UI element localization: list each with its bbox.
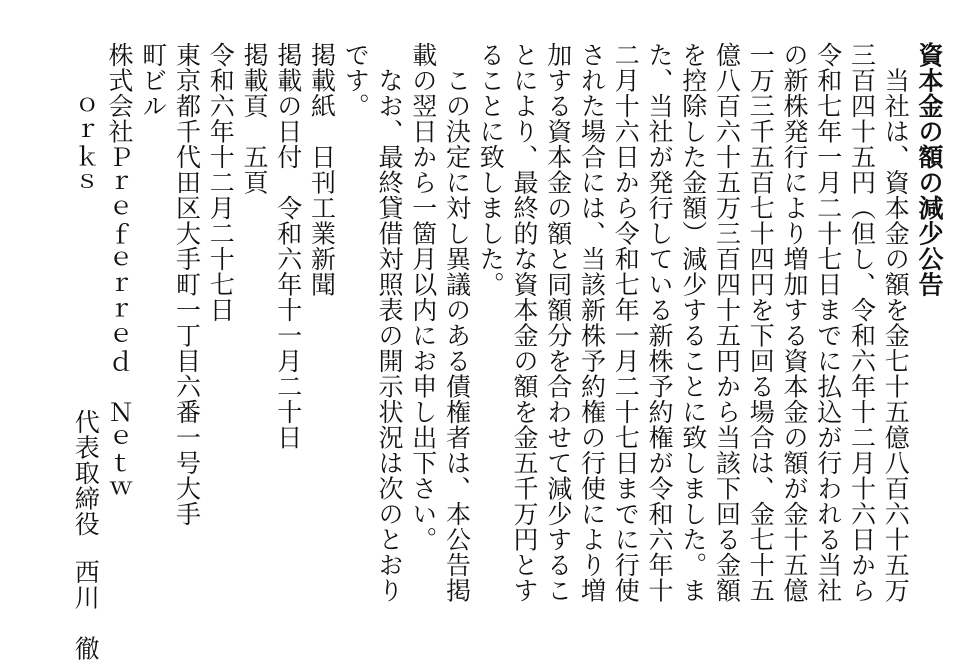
- address-line: 町ビル: [136, 42, 170, 582]
- body-line: された場合には、当該新株予約権の行使により増: [575, 42, 609, 582]
- body-line: ることに致しました。: [474, 42, 508, 582]
- body-line: 三百四十五円（但し、令和六年十二月十六日から: [845, 42, 879, 582]
- disclosure-date: 掲載の日付 令和六年十一月二十日: [271, 42, 305, 582]
- body-line: 二月十六日から令和七年一月二十七日までに行使: [609, 42, 643, 582]
- disclosure-page: 掲載頁 五頁: [237, 42, 271, 582]
- body-line: 令和七年一月二十七日までに払込が行われる当社: [811, 42, 845, 582]
- body-line: を控除した金額）減少することに致しました。ま: [676, 42, 710, 582]
- company-name: [69, 42, 137, 582]
- disclosure-info: [237, 42, 338, 582]
- company-address: [136, 42, 204, 582]
- disclosure-paper: 掲載紙 日刊工業新聞: [305, 42, 339, 582]
- body-line: とにより、最終的な資本金の額を金五千万円とす: [507, 42, 541, 582]
- body-line: なお、最終貸借対照表の開示状況は次のとおり: [372, 42, 406, 582]
- body-line: 一万三千五百七十四円を下回る場合は、金七十五: [744, 42, 778, 582]
- notice-date: 令和六年十二月二十七日: [204, 42, 238, 582]
- body-line: 億八百六十五万三百四十五円から当該下回る金額: [710, 42, 744, 582]
- representative-name: 西川 徹: [69, 537, 103, 661]
- notice-body: [339, 42, 913, 582]
- address-line: 東京都千代田区大手町一丁目六番一号大手: [170, 42, 204, 582]
- body-line: 加する資本金の額と同額分を合わせて減少するこ: [541, 42, 575, 582]
- body-line: た、当社が発行している新株予約権が令和六年十: [642, 42, 676, 582]
- company-name-line: 株式会社Ｐｒｅｆｅｒｒｅｄ Ｎｅｔｗ: [102, 42, 136, 582]
- body-line: の新株発行により増加する資本金の額が金十五億: [777, 42, 811, 582]
- body-line: 当社は、資本金の額を金七十五億八百六十五万: [879, 42, 913, 582]
- company-signature-row: [69, 42, 103, 582]
- body-line: この決定に対し異議のある債権者は、本公告掲: [440, 42, 474, 582]
- notice-title: 資本金の額の減少公告: [912, 42, 946, 582]
- body-line: です。: [339, 42, 373, 582]
- company-name-line: ｏｒｋｓ: [69, 42, 103, 194]
- representative-title: 代表取締役: [69, 194, 103, 537]
- body-line: 載の翌日から一箇月以内にお申し出下さい。: [406, 42, 440, 582]
- public-notice: [22, 42, 946, 582]
